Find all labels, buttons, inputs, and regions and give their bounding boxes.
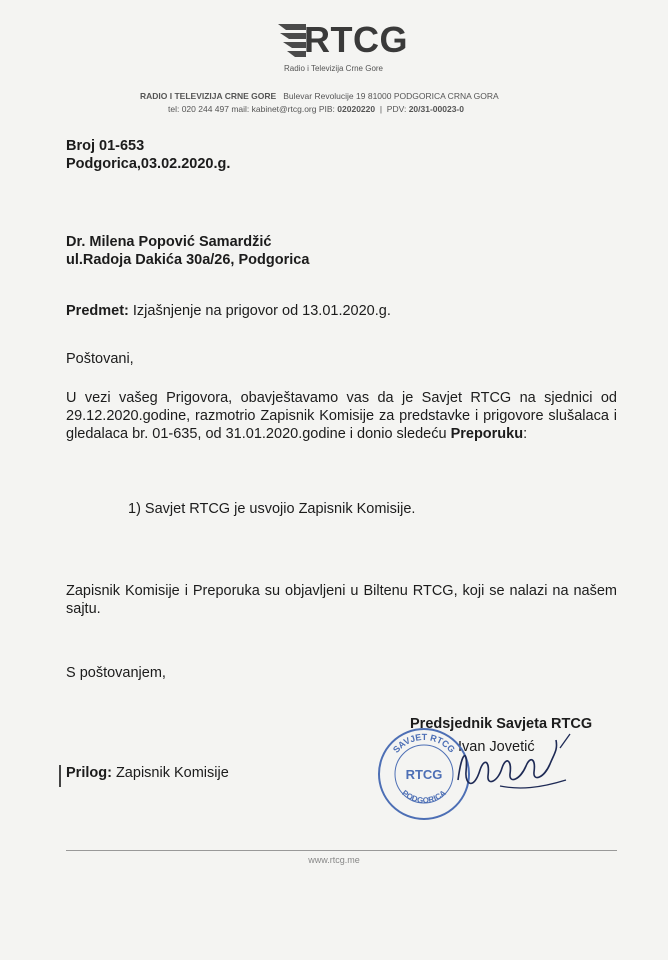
list-item: 1) Savjet RTCG je usvojio Zapisnik Komisije. <box>128 501 416 517</box>
logo-subtitle: Radio i Televizija Crne Gore <box>284 64 384 73</box>
signatory-name: Ivan Jovetić <box>458 739 535 755</box>
place-date: Podgorica,03.02.2020.g. <box>66 156 231 172</box>
subject-text: Izjašnjenje na prigovor od 13.01.2020.g. <box>132 303 391 319</box>
letterhead-address-line <box>140 91 499 101</box>
recommendation-word: Preporuku <box>450 426 524 442</box>
footer-divider <box>66 850 617 851</box>
paragraph-1-text: U vezi vašeg Prigovora, obavještavamo vas da je Savjet RTCG na sjednici od 29.12.2020.godine, razmotrio Zapisnik Komisije za predstavke i prigovore slušalaca i gledalaca br. 01-635, od 31.01.2020.godine i donio sledeću <box>66 390 617 442</box>
pdv-value: 20/31-00023-0 <box>408 104 464 114</box>
body-paragraph-1 <box>66 389 617 443</box>
signatory-title: Predsjednik Savjeta RTCG <box>410 716 593 732</box>
body-paragraph-2: Zapisnik Komisije i Preporuka su objavljeni u Biltenu RTCG, koji se nalazi na našem sajtu. <box>66 583 617 617</box>
rtcg-logo <box>276 18 406 90</box>
greeting: Poštovani, <box>66 351 134 367</box>
handwritten-signature <box>440 730 580 800</box>
closing: S poštovanjem, <box>66 665 166 681</box>
subject-line <box>66 302 391 320</box>
attachment-line <box>66 764 229 782</box>
logo-wordmark: RTCG <box>304 19 408 60</box>
contact-info: tel: 020 244 497 mail: kabinet@rtcg.org PIB: <box>168 104 335 114</box>
attachment-label: Prilog: <box>66 765 112 781</box>
footer-url: www.rtcg.me <box>308 855 360 865</box>
letterhead-contact-line: tel: 020 244 497 mail: kabinet@rtcg.org PIB: 02020220 | PDV: 20/31-00023-0 <box>168 104 464 114</box>
pib-value: 02020220 <box>337 104 376 114</box>
attachment-text: Zapisnik Komisije <box>115 765 229 781</box>
document-number: Broj 01-653 <box>66 138 145 154</box>
recipient-address: ul.Radoja Dakića 30a/26, Podgorica <box>66 252 310 268</box>
stamp-bottom-text: PODGORICA <box>400 788 448 805</box>
stamp-center-text: RTCG <box>405 767 443 782</box>
recipient-name: Dr. Milena Popović Samardžić <box>66 234 272 250</box>
stamp-top-text: SAVJET RTCG <box>390 731 458 755</box>
org-name: RADIO I TELEVIZIJA CRNE GORE <box>140 91 277 101</box>
paragraph-1-end: : <box>523 426 528 442</box>
org-address: Bulevar Revolucije 19 81000 PODGORICA CRNA GORA <box>283 91 499 101</box>
margin-mark <box>59 765 61 787</box>
subject-label: Predmet: <box>66 303 129 319</box>
pdv-label: PDV: <box>386 104 407 114</box>
